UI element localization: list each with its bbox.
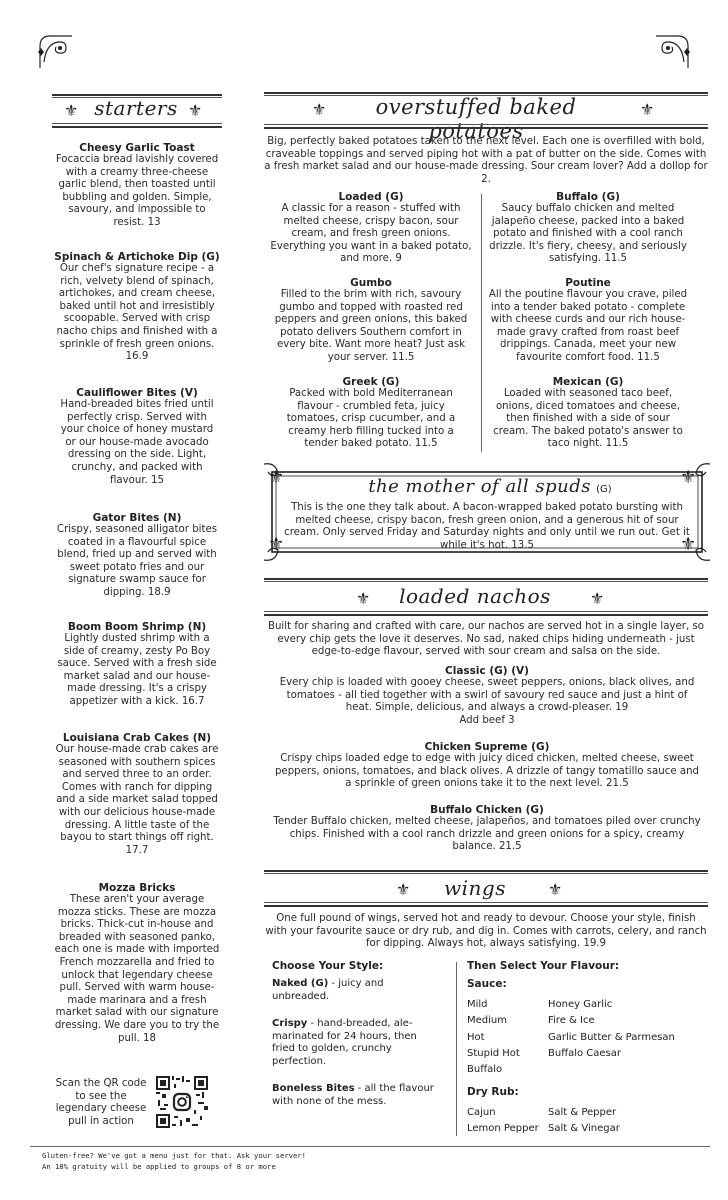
- divider: [264, 905, 708, 907]
- style-name: Boneless Bites: [272, 1083, 355, 1094]
- divider: [52, 126, 222, 128]
- rub-list: [467, 1105, 539, 1138]
- item-description: This is the one they talk about. A bacon-wrapped baked potato bursting with melted cheese, crispy bacon, fresh green onion, and a generous hit of sour cream. Only served Friday and Saturday nights and only until we run out. Get it while it's hot. 13.5: [284, 502, 690, 551]
- style-option: [272, 1083, 442, 1108]
- style-desc: - juicy and unbreaded.: [272, 978, 384, 1002]
- item-description: Hand-breaded bites fried until perfectly crisp. Served with your choice of honey mustard or our house-made avocado dressing on the side. Light, crunchy, and packed with flavour. 15: [60, 399, 214, 486]
- section-heading: starters: [94, 96, 178, 120]
- fleur-de-lis-icon: ⚜: [64, 101, 79, 120]
- item-description: A classic for a reason - stuffed with melted cheese, crispy bacon, sour cream, and fresh green onions. Everything you want in a baked potato, and more. 9: [270, 203, 472, 265]
- sauce-option: Mild: [467, 999, 488, 1010]
- section-heading: overstuffed baked potatoes: [375, 95, 577, 143]
- section-heading: wings: [444, 876, 506, 900]
- divider: [264, 902, 708, 903]
- item-description: Lightly dusted shrimp with a side of creamy, zesty Po Boy sauce. Served with a fresh side market salad and our house-made dressing. It's a crispy appetizer with a kick. 16.7: [57, 633, 217, 707]
- ornamental-corner-icon: [652, 32, 692, 72]
- menu-item: [272, 665, 702, 727]
- flavour-heading: Then Select Your Flavour:: [467, 960, 620, 972]
- sauce-option: Garlic Butter & Parmesan: [548, 1031, 675, 1043]
- fleur-de-lis-icon: ⚜: [680, 467, 697, 488]
- style-option: [272, 978, 442, 1003]
- column-divider: [456, 962, 457, 1136]
- fleur-de-lis-icon: ⚜: [268, 534, 285, 555]
- item-title: Loaded (G): [338, 191, 404, 203]
- sauce-list: [467, 997, 520, 1078]
- rub-option: Lemon Pepper: [467, 1123, 539, 1135]
- heading-row: [300, 476, 680, 497]
- qr-code-icon[interactable]: [156, 1076, 208, 1128]
- item-title: Classic (G) (V): [445, 665, 529, 677]
- ornamental-corner-icon: [36, 32, 76, 72]
- style-desc: - hand-breaded, ale-marinated for 24 hours, then fried to golden, crunchy perfection.: [272, 1018, 417, 1067]
- item-description: Loaded with seasoned taco beef, onions, diced tomatoes and cheese, then finished with a side of sour cream. The baked potato's answer to taco night. 11.5: [493, 388, 683, 450]
- item-description: Tender Buffalo chicken, melted cheese, jalapeños, and tomatoes piled over crunchy chips. Finished with a cool ranch drizzle and green onions for a spicy, creamy balance. 21.5: [273, 816, 701, 853]
- item-title: Greek (G): [342, 376, 400, 388]
- menu-item: [52, 387, 222, 487]
- column-divider: [481, 194, 482, 452]
- rub-option: Cajun: [467, 1107, 496, 1118]
- menu-item: [52, 512, 222, 600]
- section-intro: Big, perfectly baked potatoes taken to the next level. Each one is overfilled with bold, craveable toppings and served piping hot with a pat of butter on the side. Comes with a fresh market salad and our house-made dressing. Sour cream lover? Add a dollop for 2.: [264, 136, 708, 185]
- section-heading: loaded nachos: [399, 584, 551, 608]
- style-desc: - all the flavour with none of the mess.: [272, 1083, 434, 1107]
- fleur-de-lis-icon: ⚜: [590, 589, 605, 608]
- menu-item: [52, 732, 222, 857]
- rub-heading: Dry Rub:: [467, 1086, 519, 1098]
- menu-item: [270, 277, 472, 365]
- footer-gratuity: An 18% gratuity will be applied to groups of 8 or more: [42, 1162, 276, 1171]
- item-title: Spinach & Artichoke Dip (G): [54, 251, 220, 263]
- menu-item: [488, 277, 688, 365]
- menu-item: [52, 142, 222, 230]
- fleur-de-lis-icon: ⚜: [680, 534, 697, 555]
- sauce-option: Honey Garlic: [548, 999, 613, 1010]
- item-description: Focaccia bread lavishly covered with a creamy three-cheese garlic blend, then toasted until bubbling and golden. Simple, savoury, and impossible to resist. 13: [55, 154, 219, 228]
- fleur-de-lis-icon: ⚜: [188, 101, 203, 120]
- style-name: Naked (G): [272, 978, 329, 989]
- fleur-de-lis-icon: ⚜: [312, 100, 327, 119]
- divider: [264, 611, 708, 612]
- item-description: Saucy buffalo chicken and melted jalapeño cheese, packed into a baked potato and finished with a cool ranch drizzle. It's fiery, cheesy, and seriously satisfying. 11.5: [489, 203, 687, 265]
- dietary-tag: (G): [596, 484, 612, 495]
- footer-divider: [30, 1146, 710, 1147]
- divider: [52, 123, 222, 124]
- menu-item: [488, 376, 688, 451]
- item-description: Crispy chips loaded edge to edge with juicy diced chicken, melted cheese, sweet peppers, onions, tomatoes, and black olives. A drizzle of tangy tomatillo sauce and a sprinkle of green onions take it to the next level. 21.5: [274, 753, 700, 790]
- fleur-de-lis-icon: ⚜: [640, 100, 655, 119]
- rub-list: [548, 1105, 620, 1138]
- item-title: Mozza Bricks: [98, 882, 176, 894]
- fleur-de-lis-icon: ⚜: [548, 880, 563, 899]
- item-title: Buffalo (G): [556, 191, 620, 203]
- qr-caption: Scan the QR code to see the legendary cheese pull in action: [55, 1078, 147, 1127]
- item-title: Cauliflower Bites (V): [76, 387, 198, 399]
- item-title: Gator Bites (N): [92, 512, 182, 524]
- divider: [264, 873, 708, 874]
- sauce-option: Hot: [467, 1031, 485, 1043]
- item-title: Chicken Supreme (G): [424, 741, 550, 753]
- menu-item: [52, 251, 222, 364]
- divider: [264, 127, 708, 129]
- divider: [264, 124, 708, 125]
- sauce-option: Buffalo: [467, 1064, 503, 1076]
- item-title: Poutine: [565, 277, 611, 289]
- divider: [264, 578, 708, 580]
- item-title: Mexican (G): [552, 376, 624, 388]
- rub-option: Salt & Pepper: [548, 1107, 617, 1118]
- rub-option: Salt & Vinegar: [548, 1123, 620, 1135]
- menu-item: [488, 191, 688, 266]
- menu-item: [52, 882, 222, 1045]
- item-description: Crispy, seasoned alligator bites coated in a flavourful spice blend, fried up and served with sweet potato fries and our signature swamp sauce for dipping. 18.9: [56, 524, 218, 598]
- item-title: Boom Boom Shrimp (N): [67, 621, 207, 633]
- style-name: Crispy: [272, 1018, 308, 1029]
- item-title: Cheesy Garlic Toast: [79, 142, 195, 154]
- item-title: Buffalo Chicken (G): [430, 804, 544, 816]
- divider: [264, 92, 708, 94]
- menu-item: [270, 191, 472, 266]
- sauce-option: Fire & Ice: [548, 1015, 595, 1027]
- menu-item: [52, 621, 222, 709]
- fleur-de-lis-icon: ⚜: [268, 467, 285, 488]
- sauce-option: Buffalo Caesar: [548, 1047, 622, 1059]
- sauce-list: [548, 997, 675, 1062]
- item-description: Our chef's signature recipe - a rich, velvety blend of spinach, artichokes, and cream cheese, baked until hot and irresistibly scoopable. Served with crisp nacho chips and finished with a sprinkle of fresh green onions. 16.9: [56, 263, 218, 363]
- item-description: Every chip is loaded with gooey cheese, sweet peppers, onions, black olives, and tomatoes - all tied together with a swirl of savoury red sauce and just a hint of heat. Simple, delicious, and always a crowd-pleaser. 19: [279, 677, 695, 714]
- item-description: Filled to the brim with rich, savoury gumbo and topped with roasted red peppers and green onions, this baked potato delivers Southern comfort in every bite. Want more heat? Just ask your server. 11.5: [274, 289, 468, 363]
- item-description: All the poutine flavour you crave, piled into a tender baked potato - complete with cheese curds and our rich house-made gravy crafted from roast beef drippings. Canada, meet your new favourite comfort food. 11.5: [488, 289, 688, 363]
- footer-gluten-free: Gluten-free? We've got a menu just for that. Ask your server!: [42, 1151, 306, 1160]
- item-title: Louisiana Crab Cakes (N): [62, 732, 212, 744]
- menu-item: [272, 741, 702, 791]
- divider: [264, 581, 708, 582]
- style-heading: Choose Your Style:: [272, 960, 384, 972]
- item-description: Our house-made crab cakes are seasoned with southern spices and served three to an order. Comes with ranch for dipping and a side market salad topped with our delicious house-made dressing. A little taste of the bayou to start things off right. 17.7: [55, 744, 219, 856]
- sauce-option: Medium: [467, 1015, 507, 1027]
- item-description: These aren't your average mozza sticks. These are mozza bricks. Thick-cut in-house and breaded with seasoned panko, each one is made with imported French mozzarella and fried to unlock that legendary cheese pull. Served with warm house-made marinara and a fresh market salad with our signature dressing. We dare you to try the pull. 18: [54, 894, 220, 1044]
- style-option: [272, 1018, 442, 1068]
- section-intro: One full pound of wings, served hot and ready to devour. Choose your style, finish with your favourite sauce or dry rub, and dig in. Comes with carrots, celery, and ranch for dipping. Always hot, always satisfying. 19.9: [265, 913, 707, 950]
- fleur-de-lis-icon: ⚜: [396, 880, 411, 899]
- divider: [264, 614, 708, 616]
- fleur-de-lis-icon: ⚜: [356, 589, 371, 608]
- item-addon: Add beef 3: [459, 714, 515, 726]
- section-heading: the mother of all spuds: [368, 476, 592, 497]
- menu-item: [270, 376, 472, 451]
- sauce-heading: Sauce:: [467, 978, 507, 990]
- section-intro: Built for sharing and crafted with care, our nachos are served hot in a single layer, so every chip gets the love it deserves. No sad, naked chips hiding underneath - just edge-to-edge flavour, served with sour cream and salsa on the side.: [267, 621, 705, 658]
- menu-item: [272, 804, 702, 854]
- item-title: Gumbo: [350, 277, 392, 289]
- item-description: Packed with bold Mediterranean flavour - crumbled feta, juicy tomatoes, crisp cucumber, and a creamy herb filling tucked into a tender baked potato. 11.5: [286, 388, 456, 450]
- sauce-option: Stupid Hot: [467, 1047, 520, 1059]
- divider: [264, 870, 708, 872]
